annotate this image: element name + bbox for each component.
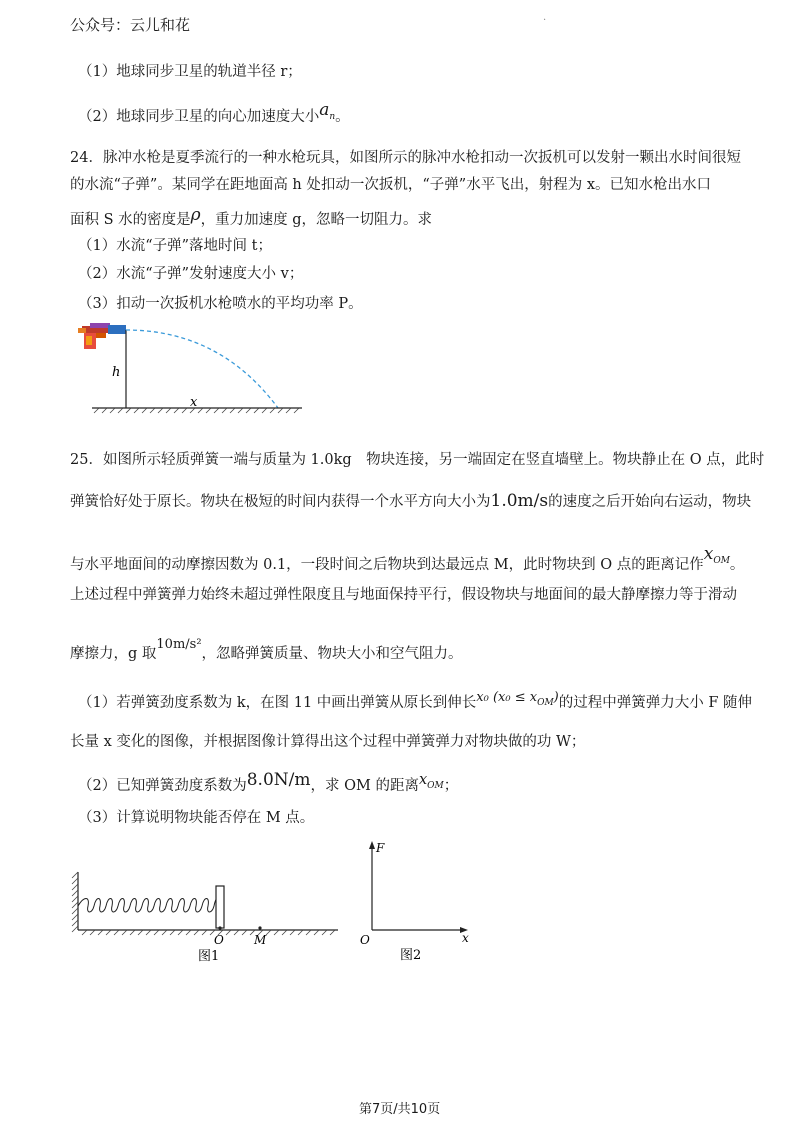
- label-x: x: [190, 395, 198, 410]
- axis-label-x: x: [462, 931, 469, 945]
- q25-sub3: （3）计算说明物块能否停在 M 点。: [78, 810, 315, 826]
- point-M: [258, 926, 261, 929]
- block: [216, 886, 224, 928]
- q25-line1: 25．如图所示轻质弹簧一端与质量为 1.0kg 物块连接，另一端固定在竖直墙壁上。物块静止在 O 点，此时: [70, 452, 765, 468]
- fig2-caption: 图2: [400, 948, 422, 963]
- origin-label: O: [360, 933, 370, 947]
- gravity-value: 10m/s²: [156, 637, 202, 652]
- q24-sub2: （2）水流“子弹”发射速度大小 v；: [78, 266, 304, 282]
- q23-part1: （1）地球同步卫星的轨道半径 r；: [78, 64, 302, 80]
- point-O: [218, 926, 221, 929]
- spring-constant-value: 8.0N/m: [246, 770, 311, 790]
- q25-line4: 上述过程中弹簧弹力始终未超过弹性限度且与地面保持平行，假设物块与地面间的最大静摩擦力等于滑动: [70, 587, 737, 603]
- wall-hatch: [72, 872, 78, 932]
- spring-coil: [78, 899, 217, 913]
- q25-line5: 摩擦力，g 取10m/s²，忽略弹簧质量、物块大小和空气阻力。: [70, 637, 463, 662]
- q25-line3: 与水平地面间的动摩擦因数为 0.1，一段时间之后物块到达最远点 M，此时物块到 O 点的距离记作$x^{OM}$。: [70, 544, 745, 573]
- label-M: M: [254, 933, 267, 947]
- trajectory-curve: [126, 330, 278, 408]
- q25-sub1: （1）若弹簧劲度系数为 k，在图 11 中画出弹簧从原长到伸长x₀ $(x_0 \le x_{OM})$的过程中弹簧弹力大小 F 随伸: [78, 690, 753, 711]
- account-header: 公众号：云儿和花: [70, 16, 191, 34]
- q23-part2: （2）地球同步卫星的向心加速度大小$a^n$。: [78, 100, 350, 125]
- rho-symbol: ρ: [190, 205, 201, 225]
- accel-symbol: a: [319, 100, 330, 120]
- q24-sub3: （3）扣动一次扳机水枪喷水的平均功率 P。: [78, 296, 363, 312]
- velocity-value: 1.0m/s: [490, 491, 549, 511]
- fig1-caption: 图1: [198, 949, 220, 964]
- header-dot: .: [543, 12, 547, 23]
- label-h: h: [112, 365, 121, 380]
- y-axis-arrow: [369, 841, 375, 849]
- xom-symbol: x: [703, 544, 714, 564]
- spring-block-figure: [68, 862, 348, 967]
- q25-line2: 弹簧恰好处于原长。物块在极短的时间内获得一个水平方向大小为1.0m/s的速度之后开始向右运动，物块: [70, 491, 752, 511]
- page-number: 第7页/共10页: [359, 1102, 441, 1117]
- q25-sub2: （2）已知弹簧劲度系数为8.0N/m，求 OM 的距离$x^{OM}$；: [78, 770, 459, 794]
- floor-hatch: [82, 930, 335, 935]
- label-O: O: [214, 933, 224, 947]
- q24-line1: 24．脉冲水枪是夏季流行的一种水枪玩具，如图所示的脉冲水枪扣动一次扳机可以发射一颗出水时间很短: [70, 150, 741, 166]
- q24-line2: 的水流“子弹”。某同学在距地面高 h 处扣动一次扳机，“子弹”水平飞出，射程为 x。已知水枪出水口: [70, 177, 711, 193]
- q24-sub1: （1）水流“子弹”落地时间 t；: [78, 238, 272, 254]
- axis-label-F: F: [376, 841, 385, 855]
- water-gun-icon: [78, 323, 126, 349]
- q24-line3: 面积 S 水的密度是ρ，重力加速度 g，忽略一切阻力。求: [70, 205, 433, 228]
- x0-expression: x₀ $(x_0 \le x_{OM})$: [476, 690, 559, 708]
- water-gun-figure: [70, 318, 320, 418]
- force-axes-figure: [352, 838, 482, 966]
- q25-sub1-line2: 长量 x 变化的图像，并根据图像计算得出这个过程中弹簧弹力对物块做的功 W；: [70, 734, 586, 750]
